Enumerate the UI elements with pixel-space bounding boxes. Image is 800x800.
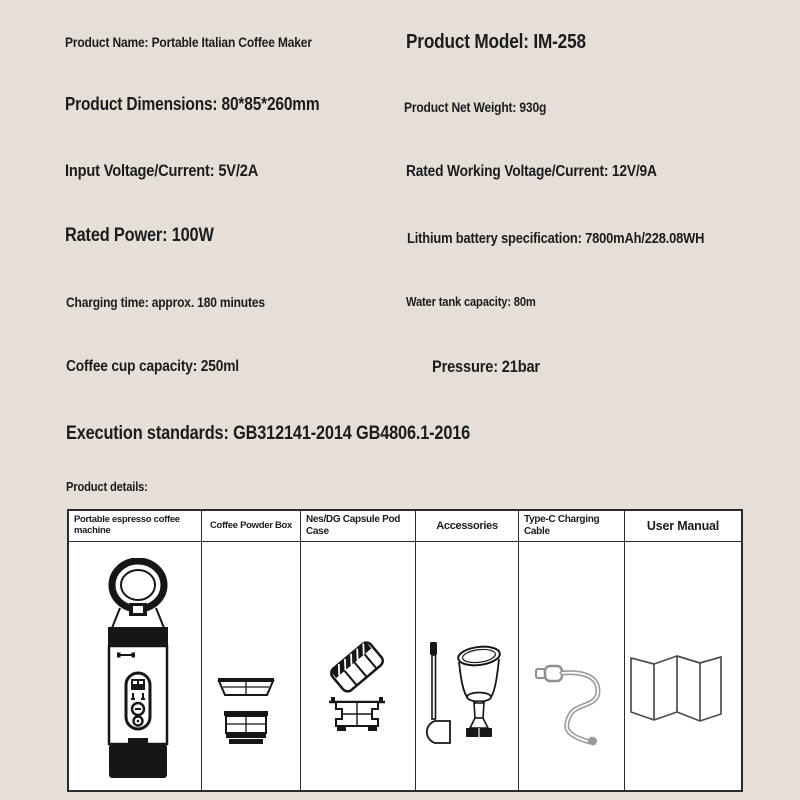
table-column-user-manual	[625, 511, 741, 790]
product-details-table	[67, 509, 743, 792]
spec-dimensions: Product Dimensions: 80*85*260mm	[65, 94, 320, 114]
product-details-heading: Product details:	[66, 479, 148, 494]
column-header-type-c-cable: Type-C Charging Cable	[519, 511, 624, 542]
spec-charging-time: Charging time: approx. 180 minutes	[66, 294, 265, 310]
accessories-illustration	[422, 640, 512, 746]
column-cell-coffee-powder-box	[202, 542, 300, 790]
column-header-accessories: Accessories	[416, 511, 518, 542]
column-header-espresso-machine: Portable espresso coffee machine	[69, 511, 201, 542]
spec-rated-working-voltage: Rated Working Voltage/Current: 12V/9A	[406, 163, 657, 180]
column-header-capsule-pod-case: Nes/DG Capsule Pod Case	[301, 511, 415, 542]
spec-execution-standards: Execution standards: GB312141-2014 GB4806.1-2016	[66, 423, 471, 444]
table-column-type-c-cable	[519, 511, 625, 790]
spec-net-weight: Product Net Weight: 930g	[404, 99, 547, 115]
column-cell-user-manual	[625, 542, 741, 790]
spec-product-model: Product Model: IM-258	[406, 31, 586, 53]
table-column-accessories	[416, 511, 519, 790]
spec-lithium-battery: Lithium battery specification: 7800mAh/228.08WH	[407, 230, 705, 247]
column-cell-type-c-cable	[519, 542, 624, 790]
column-cell-accessories	[416, 542, 518, 790]
spec-pressure: Pressure: 21bar	[432, 357, 540, 376]
capsule-pod-case-illustration	[324, 631, 390, 735]
table-column-coffee-powder-box	[202, 511, 301, 790]
spec-water-tank: Water tank capacity: 80m	[406, 294, 536, 309]
user-manual-illustration	[629, 650, 723, 730]
column-cell-espresso-machine	[69, 542, 201, 790]
coffee-powder-box-illustration	[216, 675, 276, 749]
espresso-machine-illustration	[102, 558, 174, 780]
spec-input-voltage: Input Voltage/Current: 5V/2A	[65, 161, 259, 180]
table-column-espresso-machine	[69, 511, 202, 790]
column-cell-capsule-pod-case	[301, 542, 415, 790]
table-column-capsule-pod-case	[301, 511, 416, 790]
column-header-user-manual: User Manual	[625, 511, 741, 542]
spec-product-name: Product Name: Portable Italian Coffee Maker	[65, 34, 312, 50]
type-c-cable-illustration	[534, 653, 606, 749]
spec-coffee-cup: Coffee cup capacity: 250ml	[66, 358, 239, 375]
column-header-coffee-powder-box: Coffee Powder Box	[202, 511, 300, 542]
spec-rated-power: Rated Power: 100W	[65, 225, 214, 246]
